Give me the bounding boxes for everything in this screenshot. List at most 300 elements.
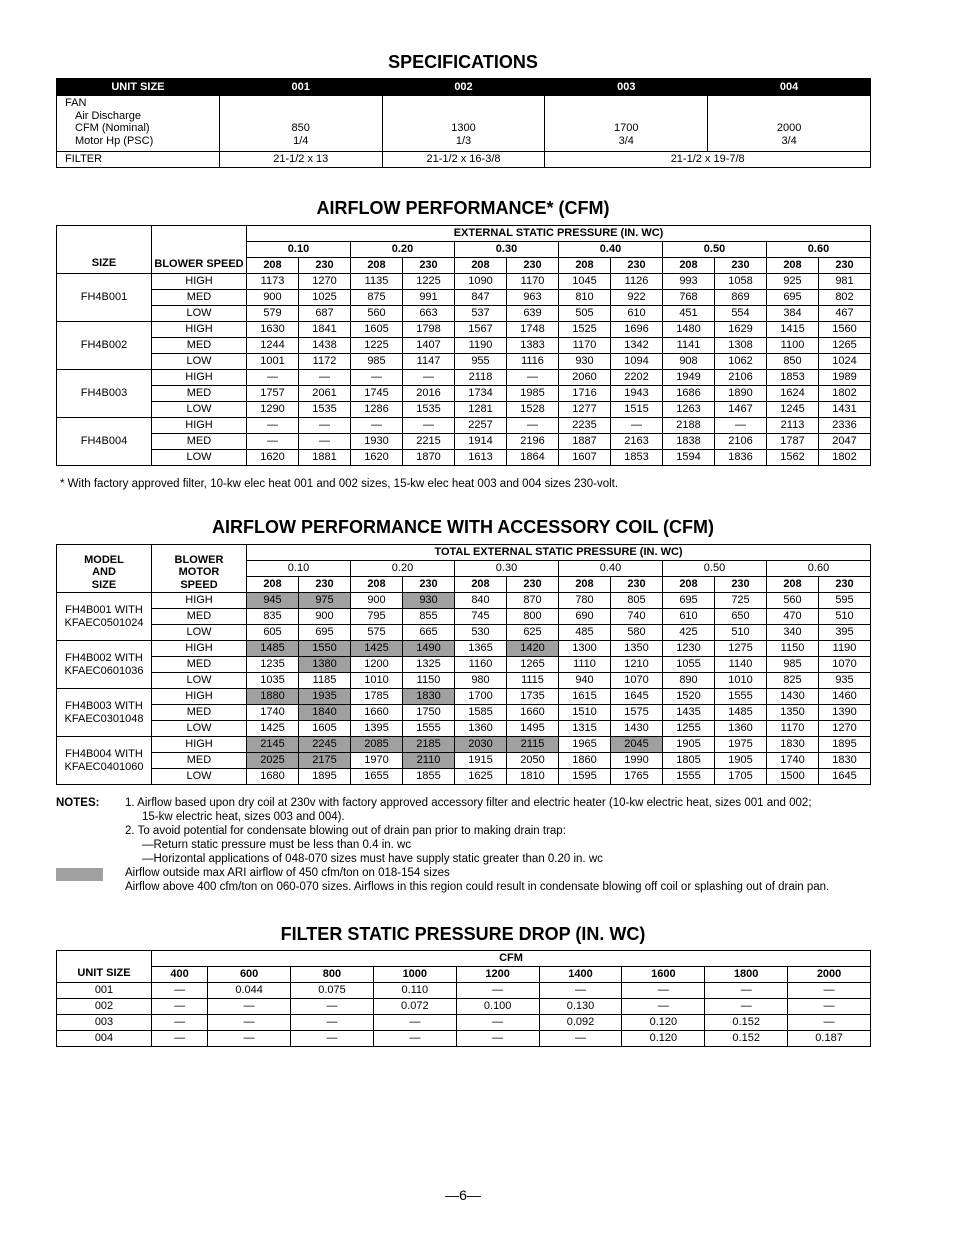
airflow-value-cell: 537 — [455, 306, 507, 322]
airflow-value-cell: 1528 — [507, 402, 559, 418]
coil-value-cell: 1070 — [611, 673, 663, 689]
airflow-value-cell: 1094 — [611, 354, 663, 370]
blower-speed-cell: HIGH — [152, 593, 247, 609]
airflow-value-cell: 850 — [767, 354, 819, 370]
coil-value-cell-shaded: 1880 — [247, 689, 299, 705]
coil-value-cell: 1555 — [403, 721, 455, 737]
airflow-value-cell: 991 — [403, 290, 455, 306]
coil-unit-name-line: KFAEC0301048 — [64, 712, 144, 725]
filter-drop-cell: — — [539, 1031, 622, 1047]
coil-value-cell: 1970 — [351, 753, 403, 769]
airflow-value-cell: 1286 — [351, 402, 403, 418]
airflow-value-cell: 2196 — [507, 434, 559, 450]
volt-header: 208 — [663, 258, 715, 274]
airflow-value-cell: 1383 — [507, 338, 559, 354]
coil-value-cell: 1895 — [819, 737, 871, 753]
spec-fan-004 — [708, 96, 871, 152]
coil-value-cell: 1595 — [559, 769, 611, 785]
cfm-value: 1700 — [614, 122, 639, 134]
airflow-value-cell: 1281 — [455, 402, 507, 418]
airflow-value-cell: 1438 — [299, 338, 351, 354]
volt-header: 208 — [247, 577, 299, 593]
coil-value-cell: 800 — [507, 609, 559, 625]
airflow-value-cell: 2060 — [559, 370, 611, 386]
airflow-value-cell: 1798 — [403, 322, 455, 338]
volt-header: 208 — [767, 577, 819, 593]
coil-value-cell: 690 — [559, 609, 611, 625]
note-1a: 1. Airflow based upon dry coil at 230v with factory approved accessory filter and electric heater (10-kw electric heat, sizes 001 and 002; — [125, 797, 812, 809]
total-esp-header: TOTAL EXTERNAL STATIC PRESSURE (IN. WC) — [247, 545, 871, 561]
coil-value-cell: 935 — [819, 673, 871, 689]
coil-value-cell-shaded: 945 — [247, 593, 299, 609]
cfm-label: CFM (Nominal) — [75, 122, 150, 134]
coil-unit-name-cell — [57, 689, 152, 737]
airflow-value-cell: 1270 — [299, 274, 351, 290]
airflow-value-cell: 1126 — [611, 274, 663, 290]
cfm-value: 2000 — [776, 122, 802, 134]
coil-value-cell: 1055 — [663, 657, 715, 673]
coil-value-cell: 1830 — [819, 753, 871, 769]
coil-value-cell: 1035 — [247, 673, 299, 689]
model-header-line: SIZE — [91, 578, 117, 591]
filter-drop-cell: 0.072 — [373, 999, 456, 1015]
volt-header: 208 — [247, 258, 299, 274]
coil-unit-name-cell — [57, 737, 152, 785]
coil-value-cell: 1010 — [715, 673, 767, 689]
coil-value-cell-shaded: 2145 — [247, 737, 299, 753]
blower-speed-cell: HIGH — [152, 737, 247, 753]
blower-speed-cell: LOW — [152, 450, 247, 466]
pressure-header: 0.10 — [247, 242, 351, 258]
coil-value-cell: 1110 — [559, 657, 611, 673]
coil-value-cell: 1235 — [247, 657, 299, 673]
coil-value-cell: 1390 — [819, 705, 871, 721]
coil-value-cell: 595 — [819, 593, 871, 609]
blower-header-line: MOTOR — [178, 566, 220, 578]
coil-value-cell: 1510 — [559, 705, 611, 721]
filter-drop-cell: — — [208, 999, 291, 1015]
coil-value-cell: 1360 — [715, 721, 767, 737]
coil-value-cell: 1170 — [767, 721, 819, 737]
coil-value-cell: 1185 — [299, 673, 351, 689]
airflow-value-cell: 981 — [819, 274, 871, 290]
airflow-value-cell: — — [403, 370, 455, 386]
airflow-value-cell: 1620 — [351, 450, 403, 466]
airflow-value-cell: 1173 — [247, 274, 299, 290]
coil-value-cell: 510 — [715, 625, 767, 641]
pressure-header: 0.60 — [767, 561, 871, 577]
airflow-value-cell: 467 — [819, 306, 871, 322]
filter-drop-cell: — — [208, 1015, 291, 1031]
coil-value-cell: 1555 — [663, 769, 715, 785]
airflow-value-cell: 1630 — [247, 322, 299, 338]
coil-value-cell: 665 — [403, 625, 455, 641]
blower-speed-cell: LOW — [152, 769, 247, 785]
airflow-value-cell: 505 — [559, 306, 611, 322]
airflow-value-cell: 1890 — [715, 386, 767, 402]
unit-name-cell: FH4B001 — [57, 274, 152, 322]
coil-value-cell: 725 — [715, 593, 767, 609]
airflow-value-cell: 560 — [351, 306, 403, 322]
filter-drop-cell: — — [788, 1015, 871, 1031]
coil-value-cell: 1325 — [403, 657, 455, 673]
airflow-value-cell: 687 — [299, 306, 351, 322]
blower-header-line: SPEED — [180, 578, 218, 591]
airflow-value-cell: 1686 — [663, 386, 715, 402]
coil-value-cell: 1160 — [455, 657, 507, 673]
blower-header-line: BLOWER — [174, 553, 224, 566]
unit-name-cell: FH4B004 — [57, 418, 152, 466]
coil-value-cell: 1735 — [507, 689, 559, 705]
blower-speed-cell: MED — [152, 609, 247, 625]
volt-header: 208 — [559, 577, 611, 593]
airflow-value-cell: 1836 — [715, 450, 767, 466]
airflow-value-cell: 1116 — [507, 354, 559, 370]
pressure-header: 0.40 — [559, 242, 663, 258]
model-header-line: AND — [92, 566, 116, 578]
coil-table — [56, 544, 871, 785]
coil-value-cell-shaded: 930 — [403, 593, 455, 609]
blower-speed-cell: LOW — [152, 306, 247, 322]
coil-value-cell-shaded: 1830 — [403, 689, 455, 705]
blower-speed-cell: LOW — [152, 673, 247, 689]
coil-value-cell: 1895 — [299, 769, 351, 785]
coil-value-cell: 1965 — [559, 737, 611, 753]
coil-value-cell: 1395 — [351, 721, 403, 737]
coil-value-cell: 1115 — [507, 673, 559, 689]
airflow-value-cell: 847 — [455, 290, 507, 306]
spec-fan-003 — [545, 96, 708, 152]
volt-header: 208 — [663, 577, 715, 593]
volt-header: 208 — [351, 577, 403, 593]
coil-value-cell: 1435 — [663, 705, 715, 721]
filter-drop-cell: — — [152, 999, 208, 1015]
airflow-value-cell: 1841 — [299, 322, 351, 338]
filter-drop-cell: — — [373, 1031, 456, 1047]
page-number: —6— — [445, 1187, 481, 1203]
airflow-value-cell: 908 — [663, 354, 715, 370]
blower-speed-cell: HIGH — [152, 641, 247, 657]
airflow-value-cell: 1716 — [559, 386, 611, 402]
coil-unit-name-line: FH4B004 WITH — [65, 747, 143, 760]
blower-speed-cell: LOW — [152, 721, 247, 737]
airflow-value-cell: 1342 — [611, 338, 663, 354]
coil-value-cell: 805 — [611, 593, 663, 609]
airflow-value-cell: — — [351, 418, 403, 434]
pressure-header: 0.20 — [351, 561, 455, 577]
unit-name-cell: FH4B003 — [57, 370, 152, 418]
coil-value-cell: 1915 — [455, 753, 507, 769]
blower-speed-cell: HIGH — [152, 274, 247, 290]
airflow-value-cell: 900 — [247, 290, 299, 306]
coil-value-cell: 485 — [559, 625, 611, 641]
filter-drop-cell: 0.092 — [539, 1015, 622, 1031]
airflow-value-cell: 663 — [403, 306, 455, 322]
cfm-value-header: 1400 — [539, 967, 622, 983]
airflow-value-cell: 1515 — [611, 402, 663, 418]
airflow-value-cell: 1090 — [455, 274, 507, 290]
coil-value-cell: 695 — [663, 593, 715, 609]
airflow-value-cell: 1787 — [767, 434, 819, 450]
coil-value-cell: 1905 — [715, 753, 767, 769]
coil-unit-name-line: KFAEC0401060 — [64, 760, 144, 773]
coil-value-cell: 840 — [455, 593, 507, 609]
volt-header: 230 — [715, 258, 767, 274]
blower-speed-cell: LOW — [152, 402, 247, 418]
filter-drop-cell: — — [622, 983, 705, 999]
filter-drop-cell: — — [456, 1015, 539, 1031]
coil-value-cell: 1615 — [559, 689, 611, 705]
cfm-value-header: 400 — [152, 967, 208, 983]
cfm-value-header: 1600 — [622, 967, 705, 983]
filter-table — [56, 950, 871, 1047]
blower-speed-cell: MED — [152, 753, 247, 769]
airflow-value-cell: 1607 — [559, 450, 611, 466]
spec-fan-001 — [219, 96, 382, 152]
coil-value-cell: 1750 — [403, 705, 455, 721]
filter-drop-cell: 0.044 — [208, 983, 291, 999]
coil-value-cell: 1660 — [507, 705, 559, 721]
airflow-value-cell: 2106 — [715, 370, 767, 386]
airflow-value-cell: 1100 — [767, 338, 819, 354]
airflow-value-cell: 1853 — [611, 450, 663, 466]
filter-drop-cell: — — [291, 1015, 374, 1031]
coil-value-cell: 1360 — [455, 721, 507, 737]
coil-value-cell: 575 — [351, 625, 403, 641]
coil-value-cell: 1500 — [767, 769, 819, 785]
blower-speed-cell: HIGH — [152, 689, 247, 705]
coil-value-cell-shaded: 1935 — [299, 689, 351, 705]
blower-speed-cell: MED — [152, 705, 247, 721]
filter-drop-cell: — — [456, 1031, 539, 1047]
filter-drop-cell: — — [788, 983, 871, 999]
airflow-value-cell: 1244 — [247, 338, 299, 354]
airflow-value-cell: 1058 — [715, 274, 767, 290]
airflow-value-cell: 1025 — [299, 290, 351, 306]
airflow-value-cell: 955 — [455, 354, 507, 370]
filter-drop-cell: 0.152 — [705, 1015, 788, 1031]
coil-value-cell-shaded: 2175 — [299, 753, 351, 769]
airflow-value-cell: 2106 — [715, 434, 767, 450]
spec-filter-003-004: 21-1/2 x 19-7/8 — [545, 152, 871, 168]
coil-unit-name-line: KFAEC0601036 — [64, 664, 144, 677]
coil-value-cell: 870 — [507, 593, 559, 609]
spec-header-cell: 004 — [708, 79, 871, 96]
filter-drop-cell: — — [539, 983, 622, 999]
airflow-value-cell: 2061 — [299, 386, 351, 402]
coil-value-cell: 1255 — [663, 721, 715, 737]
airflow-value-cell: — — [247, 370, 299, 386]
coil-value-cell: 745 — [455, 609, 507, 625]
airflow-value-cell: 2336 — [819, 418, 871, 434]
airflow-value-cell: 2215 — [403, 434, 455, 450]
airflow-value-cell: 1172 — [299, 354, 351, 370]
airflow-value-cell: — — [351, 370, 403, 386]
coil-value-cell: 1625 — [455, 769, 507, 785]
filter-drop-cell: — — [705, 983, 788, 999]
volt-header: 230 — [715, 577, 767, 593]
filter-unit-cell: 002 — [57, 999, 152, 1015]
blower-speed-cell: LOW — [152, 354, 247, 370]
filter-drop-cell: — — [152, 1015, 208, 1031]
coil-value-cell: 1905 — [663, 737, 715, 753]
airflow-value-cell: 1467 — [715, 402, 767, 418]
airflow-value-cell: 1265 — [819, 338, 871, 354]
airflow-title: AIRFLOW PERFORMANCE* (CFM) — [316, 198, 610, 218]
coil-value-cell: 1700 — [455, 689, 507, 705]
coil-value-cell: 1830 — [767, 737, 819, 753]
airflow-value-cell: 695 — [767, 290, 819, 306]
coil-value-cell: 1655 — [351, 769, 403, 785]
airflow-value-cell: 869 — [715, 290, 767, 306]
volt-header: 230 — [403, 577, 455, 593]
airflow-value-cell: 1560 — [819, 322, 871, 338]
pressure-header: 0.30 — [455, 242, 559, 258]
spec-header-cell: UNIT SIZE — [57, 79, 220, 96]
airflow-value-cell: 610 — [611, 306, 663, 322]
airflow-value-cell: 2257 — [455, 418, 507, 434]
airflow-value-cell: 2016 — [403, 386, 455, 402]
specifications-table — [56, 78, 871, 168]
note-2b: —Horizontal applications of 048-070 sizes must have supply static greater than 0.20 in. wc — [142, 853, 603, 865]
airflow-value-cell: 1949 — [663, 370, 715, 386]
coil-value-cell-shaded: 1380 — [299, 657, 351, 673]
coil-value-cell: 1740 — [767, 753, 819, 769]
coil-value-cell: 560 — [767, 593, 819, 609]
legend-line-2: Airflow above 400 cfm/ton on 060-070 sizes. Airflows in this region could result in condensate blowing off coil or splashing out of drain pan. — [125, 881, 830, 893]
coil-value-cell: 1200 — [351, 657, 403, 673]
airflow-value-cell: 2235 — [559, 418, 611, 434]
coil-value-cell-shaded: 1425 — [351, 641, 403, 657]
volt-header: 208 — [767, 258, 819, 274]
airflow-value-cell: 1802 — [819, 386, 871, 402]
hp-value: 3/4 — [618, 134, 634, 147]
airflow-value-cell: — — [507, 418, 559, 434]
filter-drop-cell: 0.187 — [788, 1031, 871, 1047]
cfm-value-header: 600 — [208, 967, 291, 983]
coil-value-cell: 1520 — [663, 689, 715, 705]
airflow-value-cell: 1225 — [403, 274, 455, 290]
airflow-value-cell: 1864 — [507, 450, 559, 466]
coil-value-cell: 1575 — [611, 705, 663, 721]
coil-value-cell-shaded: 2185 — [403, 737, 455, 753]
cfm-value-header: 1200 — [456, 967, 539, 983]
blower-speed-header: BLOWER SPEED — [152, 226, 247, 274]
coil-value-cell: 1810 — [507, 769, 559, 785]
coil-value-cell: 1425 — [247, 721, 299, 737]
coil-unit-name-line: KFAEC0501024 — [64, 616, 144, 629]
pressure-header: 0.50 — [663, 242, 767, 258]
coil-value-cell: 900 — [351, 593, 403, 609]
filter-unit-cell: 003 — [57, 1015, 152, 1031]
coil-value-cell: 1230 — [663, 641, 715, 657]
pressure-header: 0.10 — [247, 561, 351, 577]
airflow-value-cell: 985 — [351, 354, 403, 370]
filter-drop-cell: — — [788, 999, 871, 1015]
airflow-value-cell: 579 — [247, 306, 299, 322]
model-size-header — [57, 545, 152, 593]
volt-header: 230 — [611, 258, 663, 274]
unit-name-cell: FH4B002 — [57, 322, 152, 370]
coil-value-cell: 2050 — [507, 753, 559, 769]
note-1b: 15-kw electric heat, sizes 003 and 004). — [142, 811, 345, 823]
coil-value-cell: 1070 — [819, 657, 871, 673]
blower-speed-cell: HIGH — [152, 322, 247, 338]
coil-unit-name-line: FH4B003 WITH — [65, 699, 143, 712]
coil-value-cell-shaded: 1485 — [247, 641, 299, 657]
coil-unit-name-line: FH4B001 WITH — [65, 603, 143, 616]
coil-value-cell: 1270 — [819, 721, 871, 737]
filter-unit-cell: 004 — [57, 1031, 152, 1047]
coil-value-cell-shaded: 1840 — [299, 705, 351, 721]
airflow-value-cell: 1045 — [559, 274, 611, 290]
filter-drop-cell: 0.130 — [539, 999, 622, 1015]
volt-header: 230 — [507, 258, 559, 274]
coil-value-cell-shaded: 2030 — [455, 737, 507, 753]
airflow-value-cell: 2118 — [455, 370, 507, 386]
spec-header-cell: 001 — [219, 79, 382, 96]
airflow-value-cell: 925 — [767, 274, 819, 290]
coil-value-cell: 625 — [507, 625, 559, 641]
blower-speed-cell: MED — [152, 290, 247, 306]
coil-value-cell: 1855 — [403, 769, 455, 785]
coil-value-cell-shaded: 2115 — [507, 737, 559, 753]
airflow-value-cell: 1853 — [767, 370, 819, 386]
size-header: SIZE — [57, 226, 152, 274]
airflow-value-cell: 1745 — [351, 386, 403, 402]
airflow-value-cell: 1525 — [559, 322, 611, 338]
airflow-value-cell: 1624 — [767, 386, 819, 402]
coil-value-cell-shaded: 975 — [299, 593, 351, 609]
coil-value-cell: 1645 — [611, 689, 663, 705]
coil-value-cell: 740 — [611, 609, 663, 625]
coil-value-cell: 1460 — [819, 689, 871, 705]
airflow-value-cell: 1757 — [247, 386, 299, 402]
filter-drop-cell: — — [208, 1031, 291, 1047]
notes-label: NOTES: — [56, 797, 100, 809]
coil-value-cell: 940 — [559, 673, 611, 689]
blower-speed-cell: MED — [152, 338, 247, 354]
coil-value-cell-shaded: 2110 — [403, 753, 455, 769]
airflow-value-cell: 1620 — [247, 450, 299, 466]
spec-fan-002 — [382, 96, 545, 152]
coil-value-cell: 1275 — [715, 641, 767, 657]
coil-value-cell: 340 — [767, 625, 819, 641]
coil-value-cell: 1705 — [715, 769, 767, 785]
coil-unit-name-cell — [57, 593, 152, 641]
coil-value-cell: 1645 — [819, 769, 871, 785]
volt-header: 230 — [403, 258, 455, 274]
volt-header: 208 — [455, 577, 507, 593]
airflow-value-cell: 1415 — [767, 322, 819, 338]
airflow-value-cell: 2202 — [611, 370, 663, 386]
airflow-value-cell: 2113 — [767, 418, 819, 434]
airflow-value-cell: 1696 — [611, 322, 663, 338]
coil-value-cell: 1495 — [507, 721, 559, 737]
filter-drop-cell: — — [291, 999, 374, 1015]
motor-hp-label: Motor Hp (PSC) — [75, 134, 154, 147]
blower-motor-speed-header — [152, 545, 247, 593]
airflow-value-cell: 1802 — [819, 450, 871, 466]
airflow-value-cell: — — [299, 418, 351, 434]
blower-speed-cell: HIGH — [152, 370, 247, 386]
coil-value-cell: 1680 — [247, 769, 299, 785]
coil-value-cell: 1605 — [299, 721, 351, 737]
coil-value-cell: 695 — [299, 625, 351, 641]
airflow-value-cell: 1407 — [403, 338, 455, 354]
airflow-value-cell: 1225 — [351, 338, 403, 354]
coil-value-cell: 1785 — [351, 689, 403, 705]
